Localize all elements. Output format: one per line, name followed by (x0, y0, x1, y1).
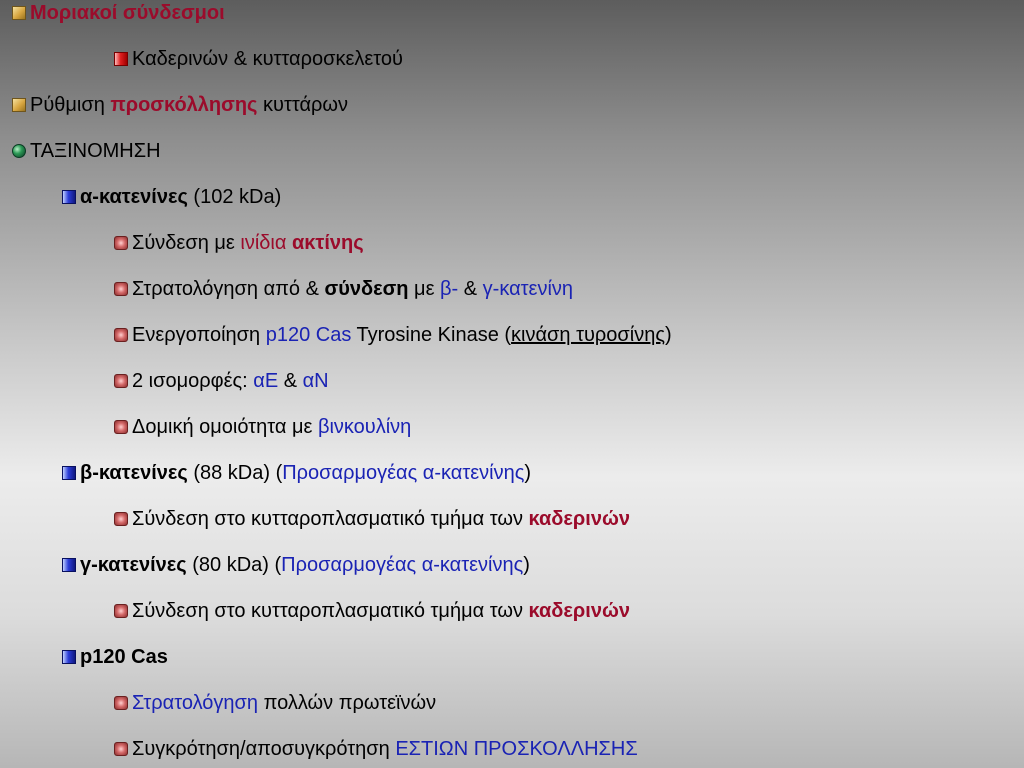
blue-term: Στρατολόγηση (132, 692, 259, 714)
slide-line (30, 0, 225, 26)
line-text: Σύνδεση με (132, 232, 241, 254)
slide-line (132, 736, 638, 762)
line-text: (88 kDa) ( (187, 462, 283, 484)
line-text: Δομική ομοιότητα με (132, 416, 318, 438)
flower-bullet-icon (114, 742, 128, 756)
blue-term: Προσαρμογέας α-κατενίνης (282, 462, 525, 484)
line-text: Ενεργοποίηση (132, 324, 266, 346)
blue-term: β- (440, 278, 459, 300)
slide-line (80, 644, 168, 670)
line-text: & (278, 370, 303, 392)
folder-bullet-icon (12, 98, 26, 112)
flower-bullet-icon (114, 512, 128, 526)
line-text: 2 ισομορφές: (132, 370, 254, 392)
line-text: Σύνδεση στο κυτταροπλασματικό τμήμα των (132, 508, 529, 530)
slide-line (132, 506, 630, 532)
flower-bullet-icon (114, 604, 128, 618)
slide-line (80, 460, 531, 486)
line-text: Στρατολόγηση από & (132, 278, 325, 300)
blue-term: αΝ (302, 370, 329, 392)
line-text: με (408, 278, 441, 300)
highlight-term: καδερινών (528, 508, 630, 530)
blue-square-bullet-icon (62, 466, 76, 480)
line-text: Συγκρότηση/αποσυγκρότηση (132, 738, 396, 760)
line-text: Μοριακοί σύνδεσμοι (30, 2, 225, 24)
slide-line (132, 368, 329, 394)
highlight-term: ινίδια (240, 232, 287, 254)
line-text: Ρύθμιση (30, 94, 111, 116)
line-text: Σύνδεση στο κυτταροπλασματικό τμήμα των (132, 600, 529, 622)
line-text: κυττάρων (257, 94, 349, 116)
slide-line (132, 230, 364, 256)
line-text: (80 kDa) ( (186, 554, 282, 576)
line-text: ΤΑΞΙΝΟΜΗΣΗ (30, 140, 161, 162)
flower-bullet-icon (114, 236, 128, 250)
line-text: Tyrosine Kinase ( (351, 324, 512, 346)
slide-line (30, 92, 348, 118)
slide-line (30, 138, 161, 164)
line-text: ) (664, 324, 672, 346)
highlight-term: ακτίνης (291, 232, 364, 254)
slide-line (80, 552, 530, 578)
blue-term: βινκουλίνη (317, 416, 412, 438)
slide-line (132, 322, 672, 348)
flower-bullet-icon (114, 282, 128, 296)
term: γ-κατενίνες (80, 554, 187, 576)
flower-bullet-icon (114, 420, 128, 434)
highlight-term: καδερινών (528, 600, 630, 622)
line-text: ) (524, 462, 532, 484)
term: σύνδεση (324, 278, 409, 300)
blue-square-bullet-icon (62, 650, 76, 664)
line-text: ) (523, 554, 530, 576)
blue-term: p120 Cas (265, 324, 352, 346)
flower-bullet-icon (114, 328, 128, 342)
line-text: Καδερινών & κυτταροσκελετού (132, 48, 403, 70)
globe-bullet-icon (12, 144, 26, 158)
slide-line (132, 690, 436, 716)
line-text: & (458, 278, 483, 300)
blue-term: αΕ (253, 370, 279, 392)
line-text: πολλών πρωτεϊνών (258, 692, 437, 714)
blue-square-bullet-icon (62, 190, 76, 204)
slide-line (132, 598, 630, 624)
blue-term: Προσαρμογέας α-κατενίνης (281, 554, 524, 576)
underlined-term: κινάση τυροσίνης (511, 324, 665, 346)
line-text: (102 kDa) (187, 186, 282, 208)
slide-line (132, 46, 403, 72)
blue-square-bullet-icon (62, 558, 76, 572)
slide-line (80, 184, 281, 210)
red-square-bullet-icon (114, 52, 128, 66)
flower-bullet-icon (114, 696, 128, 710)
highlight-term: προσκόλλησης (110, 94, 258, 116)
slide-line (132, 414, 411, 440)
folder-bullet-icon (12, 6, 26, 20)
flower-bullet-icon (114, 374, 128, 388)
term: β-κατενίνες (80, 462, 188, 484)
slide-line (132, 276, 573, 302)
blue-term: γ-κατενίνη (482, 278, 574, 300)
blue-term: ΕΣΤΙΩΝ ΠΡΟΣΚΟΛΛΗΣΗΣ (395, 738, 638, 760)
term: α-κατενίνες (80, 186, 188, 208)
term: p120 Cas (80, 646, 168, 668)
